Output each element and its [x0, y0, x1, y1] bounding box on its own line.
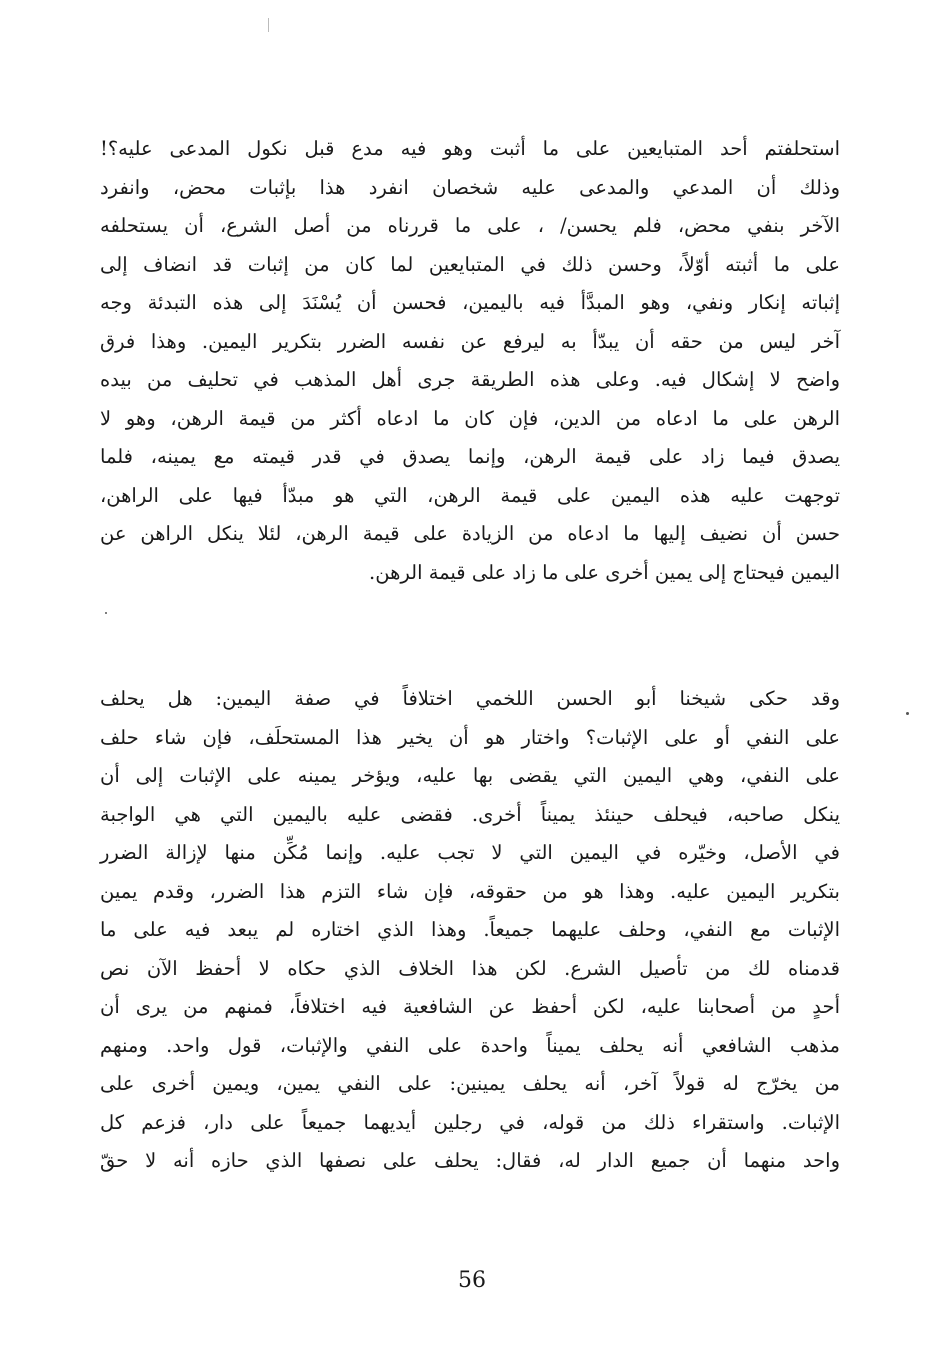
- text-line: اليمين فيحتاج إلى يمين أخرى على ما زاد على قيمة الرهن.: [369, 560, 840, 584]
- text-line: مذهب الشافعي أنه يحلف يميناً واحدة على النفي والإثبات، قول واحد. ومنهم: [100, 1033, 840, 1057]
- text-line: الإثبات مع النفي، وحلف عليهما جميعاً. وهذا الذي اختاره لم يبعد فيه على ما: [100, 918, 840, 941]
- text-line: إثباته إنكار ونفي، وهو المبدَّأ فيه باليمين، فحسن أن يُسْنَدَ إلى هذه التبدئة وجه: [100, 291, 840, 314]
- text-line: وذلك أن المدعي والمدعى عليه شخصان انفرد هذا بإثبات محض، وانفرد: [100, 175, 840, 199]
- text-line: قدمناه لك من تأصيل الشرع. لكن هذا الخلاف الذي حكاه لا أحفظ الآن نص: [100, 956, 840, 980]
- text-line: أحدٍ من أصحابنا عليه، لكن أحفظ عن الشافعية فيه اختلافاً، فمنهم من يرى أن: [100, 995, 840, 1018]
- text-line: وقد حكى شيخنا أبو الحسن اللخمي اختلافاً في صفة اليمين: هل يحلف: [100, 687, 840, 710]
- text-line: على النفي أو على الإثبات؟ واختار هو أن يخير هذا المستحلَف، فإن شاء حلف: [100, 725, 840, 749]
- text-line: الإثبات. واستقراء ذلك من قوله، في رجلين أيديهما جميعاً على دار، فزعم كل: [100, 1110, 840, 1134]
- scan-speck: [906, 712, 909, 715]
- text-line: آخر ليس من حقه أن يبدّأ به ليرفع عن نفسه الضرر بتكرير اليمين. وهذا فرق: [100, 329, 840, 353]
- text-line: واحد منهما أن جميع الدار له، فقال: يحلف على نصفها الذي حازه أنه لا حقّ: [100, 1149, 840, 1172]
- scan-mark: [268, 18, 269, 32]
- page-number: 56: [458, 1268, 486, 1293]
- text-line: حسن أن نضيف إليها ما ادعاه من الزيادة على قيمة الرهن، لئلا ينكل الراهن عن: [100, 522, 840, 545]
- text-line: ينكل صاحبه، فيحلف حينئذ يميناً أخرى. فقضى عليه باليمين التي هي الواجبة: [100, 802, 840, 826]
- scan-speck: [105, 612, 107, 614]
- text-line: بتكرير اليمين عليه. وهذا هو من حقوقه، فإن شاء التزم هذا الضرر، وقدم يمين: [100, 879, 840, 903]
- text-line: على ما أثبته أوّلاً، وحسن ذلك في المتبايعين لما كان من إثبات قد انضاف إلى: [100, 252, 840, 276]
- text-line: استحلفتم أحد المتبايعين على ما أثبت وهو فيه مدع قبل نكول المدعى عليه؟!: [100, 137, 840, 160]
- text-line: الآخر بنفي محض، فلم يحسن/ ، على ما قررناه من أصل الشرع، أن يستحلفه: [100, 214, 840, 237]
- text-line: واضح لا إشكال فيه. وعلى هذه الطريقة جرى أهل المذهب في تحليف من بيده: [100, 368, 840, 391]
- text-line: من يخرّج له قولاً آخر، أنه يحلف يمينين: على النفي يمين، ويمين أخرى على: [100, 1072, 840, 1095]
- text-line: الرهن على ما ادعاه من الدين، فإن كان ما ادعاه أكثر من قيمة الرهن، وهو لا: [100, 406, 840, 430]
- paragraph-1: [100, 130, 840, 592]
- text-line: يصدق فيما زاد على قيمة الرهن، وإنما يصدق في قدر قيمته مع يمينه، فلما: [100, 445, 840, 468]
- text-line: في الأصل، وخيّره في اليمين التي لا تجب عليه. وإنما مُكِّن منها لإزالة الضرر: [100, 841, 840, 864]
- text-line: على النفي، وهي اليمين التي يقضى بها عليه، ويؤخر يمينه على الإثبات إلى أن: [100, 764, 840, 787]
- paragraph-2: [100, 680, 840, 1181]
- text-line: توجهت عليه هذه اليمين على قيمة الرهن، التي هو مبدّأ فيها على الراهن،: [100, 483, 840, 507]
